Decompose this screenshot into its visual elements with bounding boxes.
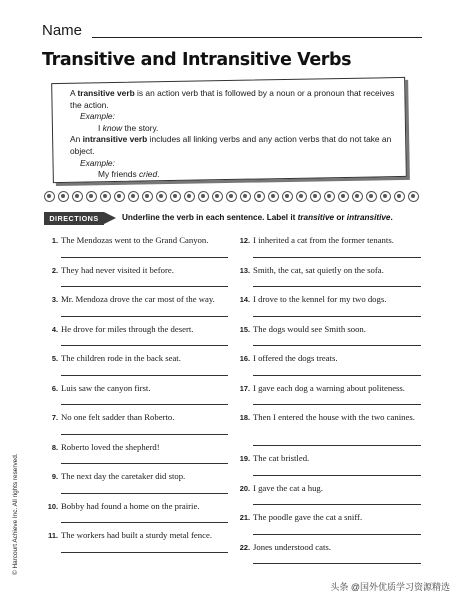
- item-number: 14.: [239, 295, 250, 304]
- spiral-coil-icon: [366, 191, 377, 202]
- item-number: 13.: [239, 265, 250, 275]
- item-sentence: I inherited a cat from the former tenants.: [253, 235, 394, 245]
- item-sentence: He drove for miles through the desert.: [61, 323, 194, 334]
- def-text: is an action verb that is followed by a noun or a pronoun that receives the action.: [70, 88, 395, 110]
- transitive-term: transitive verb: [77, 88, 135, 98]
- spiral-coil-icon: [352, 191, 363, 202]
- exercise-item: [44, 439, 228, 469]
- exercise-item: [236, 539, 421, 569]
- exercise-column-left: [44, 232, 228, 557]
- item-sentence: I offered the dogs treats.: [253, 353, 338, 363]
- name-row: [42, 22, 422, 40]
- spiral-coil-icon: [254, 191, 265, 202]
- example-sentence: [70, 169, 400, 181]
- example-text: the story.: [122, 122, 159, 133]
- answer-line[interactable]: [253, 534, 421, 535]
- item-number: 11.: [48, 531, 58, 540]
- exercise-item: [236, 480, 421, 510]
- name-line: [92, 37, 422, 38]
- spiral-coil-icon: [170, 191, 181, 202]
- example-label-text: Example:: [80, 111, 115, 122]
- example-verb: cried: [138, 169, 158, 180]
- answer-line[interactable]: [253, 316, 421, 317]
- spiral-coil-icon: [58, 191, 69, 202]
- spiral-coil-icon: [310, 191, 321, 202]
- item-number: 6.: [51, 383, 58, 393]
- answer-line[interactable]: [61, 257, 228, 258]
- item-sentence: The cat bristled.: [253, 453, 310, 463]
- spiral-coil-icon: [212, 191, 223, 202]
- exercise-item: [44, 380, 228, 410]
- item-sentence: They had never visited it before.: [61, 264, 174, 275]
- exercise-item: [44, 262, 228, 292]
- spiral-coil-icon: [226, 191, 237, 202]
- directions-badge: DIRECTIONS: [44, 212, 104, 225]
- spiral-coil-icon: [380, 191, 391, 202]
- answer-line[interactable]: [61, 552, 228, 553]
- item-sentence: Then I entered the house with the two canines.: [253, 412, 415, 422]
- example-label-text: Example:: [80, 157, 115, 168]
- exercise-item: [44, 468, 228, 498]
- item-number: 16.: [239, 354, 250, 363]
- item-number: 1.: [51, 236, 58, 245]
- item-sentence: The dogs would see Smith soon.: [253, 323, 366, 334]
- definition-content: [70, 88, 400, 181]
- item-number: 7.: [51, 413, 58, 422]
- item-number: 19.: [239, 454, 250, 463]
- spiral-coil-icon: [44, 191, 55, 202]
- example-verb: know: [102, 122, 123, 133]
- spiral-divider: [44, 190, 420, 204]
- example-text: .: [157, 169, 160, 180]
- exercise-item: [44, 498, 228, 528]
- item-number: 4.: [51, 324, 58, 334]
- answer-line[interactable]: [253, 257, 421, 258]
- item-number: 3.: [51, 295, 58, 304]
- exercise-item: [236, 409, 421, 450]
- directions-part: .: [390, 213, 393, 222]
- answer-line[interactable]: [253, 504, 421, 505]
- item-number: 12.: [239, 236, 250, 245]
- example-text: I: [98, 122, 103, 133]
- item-sentence: I gave each dog a warning about politeness.: [253, 382, 405, 393]
- exercise-item: [236, 350, 421, 380]
- spiral-coil-icon: [156, 191, 167, 202]
- spiral-coil-icon: [324, 191, 335, 202]
- spiral-coil-icon: [100, 191, 111, 202]
- spiral-coil-icon: [72, 191, 83, 202]
- spiral-coil-icon: [338, 191, 349, 202]
- item-sentence: The next day the caretaker did stop.: [61, 471, 186, 481]
- example-label: [70, 111, 400, 123]
- answer-line[interactable]: [61, 463, 228, 464]
- exercise-item: [236, 262, 421, 292]
- directions-part: intransitive: [346, 213, 391, 222]
- answer-line[interactable]: [61, 316, 228, 317]
- name-label: Name: [42, 22, 83, 39]
- item-sentence: I drove to the kennel for my two dogs.: [253, 294, 387, 304]
- answer-line[interactable]: [61, 434, 228, 435]
- item-number: 17.: [239, 383, 250, 393]
- transitive-definition: [70, 88, 400, 111]
- exercise-item: [44, 350, 228, 380]
- exercise-item: [236, 321, 421, 351]
- item-number: 15.: [239, 324, 250, 334]
- example-label: [70, 158, 400, 170]
- item-number: 5.: [51, 354, 58, 363]
- item-sentence: The poodle gave the cat a sniff.: [253, 512, 363, 522]
- item-sentence: The workers had built a sturdy metal fence.: [61, 530, 213, 540]
- item-number: 8.: [51, 442, 58, 452]
- item-sentence: Luis saw the canyon first.: [61, 382, 151, 393]
- answer-line[interactable]: [253, 404, 421, 405]
- item-sentence: Roberto loved the shepherd!: [61, 441, 160, 452]
- example-sentence: [70, 123, 400, 135]
- spiral-coil-icon: [268, 191, 279, 202]
- answer-line[interactable]: [61, 286, 228, 287]
- answer-line[interactable]: [253, 286, 421, 287]
- item-number: 2.: [51, 265, 58, 275]
- answer-line[interactable]: [61, 522, 228, 523]
- exercise-item: [236, 450, 421, 480]
- exercise-column-right: [236, 232, 421, 568]
- item-sentence: The Mendozas went to the Grand Canyon.: [61, 235, 209, 245]
- answer-line[interactable]: [253, 345, 421, 346]
- spiral-coil-icon: [296, 191, 307, 202]
- answer-line[interactable]: [253, 375, 421, 376]
- spiral-coil-icon: [114, 191, 125, 202]
- directions-part: transitive: [297, 213, 335, 222]
- item-sentence: Smith, the cat, sat quietly on the sofa.: [253, 264, 384, 275]
- intransitive-term: intransitive verb: [82, 134, 148, 145]
- exercise-item: [236, 509, 421, 539]
- item-sentence: No one felt sadder than Roberto.: [61, 412, 175, 422]
- answer-line[interactable]: [253, 563, 421, 564]
- item-sentence: I gave the cat a hug.: [253, 482, 323, 493]
- answer-line[interactable]: [253, 445, 421, 446]
- spiral-coil-icon: [128, 191, 139, 202]
- arrow-icon: [104, 212, 116, 224]
- directions-text: [122, 213, 393, 222]
- answer-line[interactable]: [61, 404, 228, 405]
- spiral-coil-icon: [184, 191, 195, 202]
- item-sentence: Mr. Mendoza drove the car most of the way.: [61, 294, 215, 304]
- spiral-coil-icon: [142, 191, 153, 202]
- exercise-item: [44, 291, 228, 321]
- spiral-coil-icon: [282, 191, 293, 202]
- exercise-item: [236, 232, 421, 262]
- spiral-coil-icon: [408, 191, 419, 202]
- item-sentence: Jones understood cats.: [253, 541, 331, 552]
- directions-part: or: [334, 213, 347, 222]
- exercise-item: [44, 321, 228, 351]
- item-sentence: The children rode in the back seat.: [61, 353, 181, 363]
- intransitive-definition: [70, 134, 400, 157]
- answer-line[interactable]: [61, 493, 228, 494]
- item-sentence: Bobby had found a home on the prairie.: [61, 500, 200, 511]
- item-number: 20.: [239, 483, 250, 493]
- def-text: includes all linking verbs and any action verbs that do not take an object.: [70, 134, 392, 156]
- exercise-item: [44, 409, 228, 439]
- item-number: 22.: [239, 542, 250, 552]
- exercise-item: [236, 291, 421, 321]
- watermark: 头条 @国外优质学习资源精选: [330, 582, 450, 592]
- spiral-coil-icon: [240, 191, 251, 202]
- exercise-item: [44, 527, 228, 557]
- directions-part: Underline the verb in each sentence. Label it: [122, 213, 298, 222]
- copyright-notice: © Harcourt Achieve Inc. All rights reserved.: [12, 453, 19, 575]
- item-number: 10.: [47, 501, 58, 511]
- directions-row: [44, 212, 444, 228]
- exercise-item: [44, 232, 228, 262]
- spiral-coil-icon: [394, 191, 405, 202]
- item-number: 9.: [51, 472, 58, 481]
- item-number: 21.: [239, 513, 250, 522]
- item-number: 18.: [239, 413, 250, 422]
- answer-line[interactable]: [61, 375, 228, 376]
- def-text: An: [70, 134, 83, 145]
- spiral-coil-icon: [198, 191, 209, 202]
- answer-line[interactable]: [253, 475, 421, 476]
- page-title: Transitive and Intransitive Verbs: [42, 50, 352, 70]
- answer-line[interactable]: [61, 345, 228, 346]
- def-text: A: [70, 88, 78, 98]
- example-text: My friends: [98, 169, 139, 180]
- exercise-item: [236, 380, 421, 410]
- spiral-coil-icon: [86, 191, 97, 202]
